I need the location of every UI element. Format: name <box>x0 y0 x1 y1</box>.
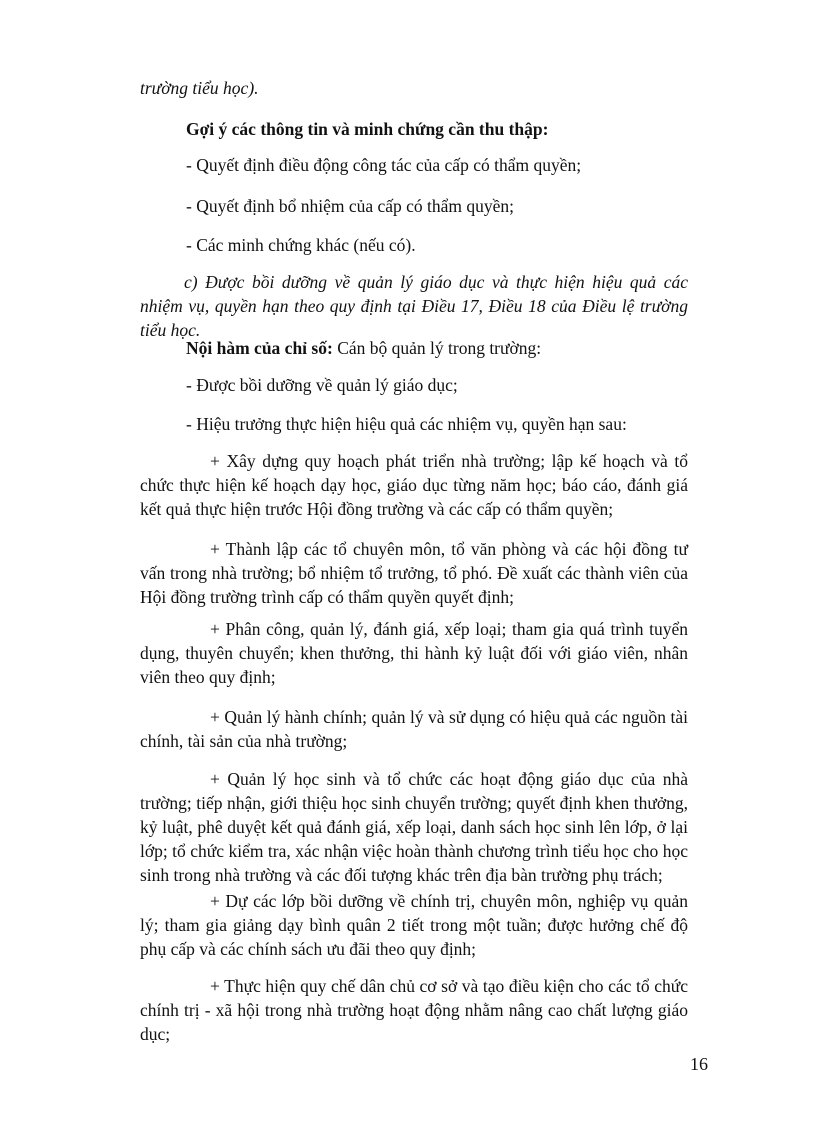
evidence-item: - Quyết định bổ nhiệm của cấp có thẩm quyền; <box>186 196 515 216</box>
criterion-c: c) Được bồi dưỡng về quản lý giáo dục và thực hiện hiệu quả các nhiệm vụ, quyền hạn theo quy định tại Điều 17, Điều 18 của Điều lệ trường tiểu học. <box>140 272 688 340</box>
duty-item: + Dự các lớp bồi dưỡng về chính trị, chuyên môn, nghiệp vụ quản lý; tham gia giảng dạy bình quân 2 tiết trong một tuần; được hưởng chế độ phụ cấp và các chính sách ưu đãi theo quy định; <box>140 891 688 959</box>
duty-item: + Quản lý học sinh và tổ chức các hoạt động giáo dục của nhà trường; tiếp nhận, giới thiệu học sinh chuyển trường; quyết định khen thưởng, kỷ luật, phê duyệt kết quả đánh giá, xếp loại, danh sách học sinh lên lớp, ở lại lớp; tổ chức kiểm tra, xác nhận việc hoàn thành chương trình tiểu học cho học sinh trong nhà trường và các đối tượng khác trên địa bàn trường phụ trách; <box>140 769 688 885</box>
evidence-item: - Quyết định điều động công tác của cấp có thẩm quyền; <box>186 155 582 175</box>
evidence-heading: Gợi ý các thông tin và minh chứng cần thu thập: <box>186 119 549 139</box>
paragraph-continuation: trường tiểu học). <box>140 78 259 98</box>
list-item: - Được bồi dưỡng về quản lý giáo dục; <box>186 375 458 395</box>
list-item: - Hiệu trưởng thực hiện hiệu quả các nhiệm vụ, quyền hạn sau: <box>186 414 627 434</box>
indicator-content <box>186 336 541 360</box>
indicator-content-label: Nội hàm của chỉ số: <box>186 338 333 358</box>
duty-item: + Xây dựng quy hoạch phát triển nhà trường; lập kế hoạch và tổ chức thực hiện kế hoạch dạy học, giáo dục từng năm học; báo cáo, đánh giá kết quả thực hiện trước Hội đồng trường và các cấp có thẩm quyền; <box>140 451 688 519</box>
duty-item: + Phân công, quản lý, đánh giá, xếp loại; tham gia quá trình tuyển dụng, thuyên chuyển; khen thưởng, thi hành kỷ luật đối với giáo viên, nhân viên theo quy định; <box>140 619 688 687</box>
evidence-item: - Các minh chứng khác (nếu có). <box>186 235 416 255</box>
duty-item: + Thành lập các tổ chuyên môn, tổ văn phòng và các hội đồng tư vấn trong nhà trường; bổ nhiệm tổ trưởng, tổ phó. Đề xuất các thành viên của Hội đồng trường trình cấp có thẩm quyền quyết định; <box>140 539 688 607</box>
duty-item: + Thực hiện quy chế dân chủ cơ sở và tạo điều kiện cho các tổ chức chính trị - xã hội trong nhà trường hoạt động nhằm nâng cao chất lượng giáo dục; <box>140 976 688 1044</box>
indicator-content-text: Cán bộ quản lý trong trường: <box>332 338 542 358</box>
page-number: 16 <box>690 1054 708 1074</box>
duty-item: + Quản lý hành chính; quản lý và sử dụng có hiệu quả các nguồn tài chính, tài sản của nhà trường; <box>140 707 688 751</box>
